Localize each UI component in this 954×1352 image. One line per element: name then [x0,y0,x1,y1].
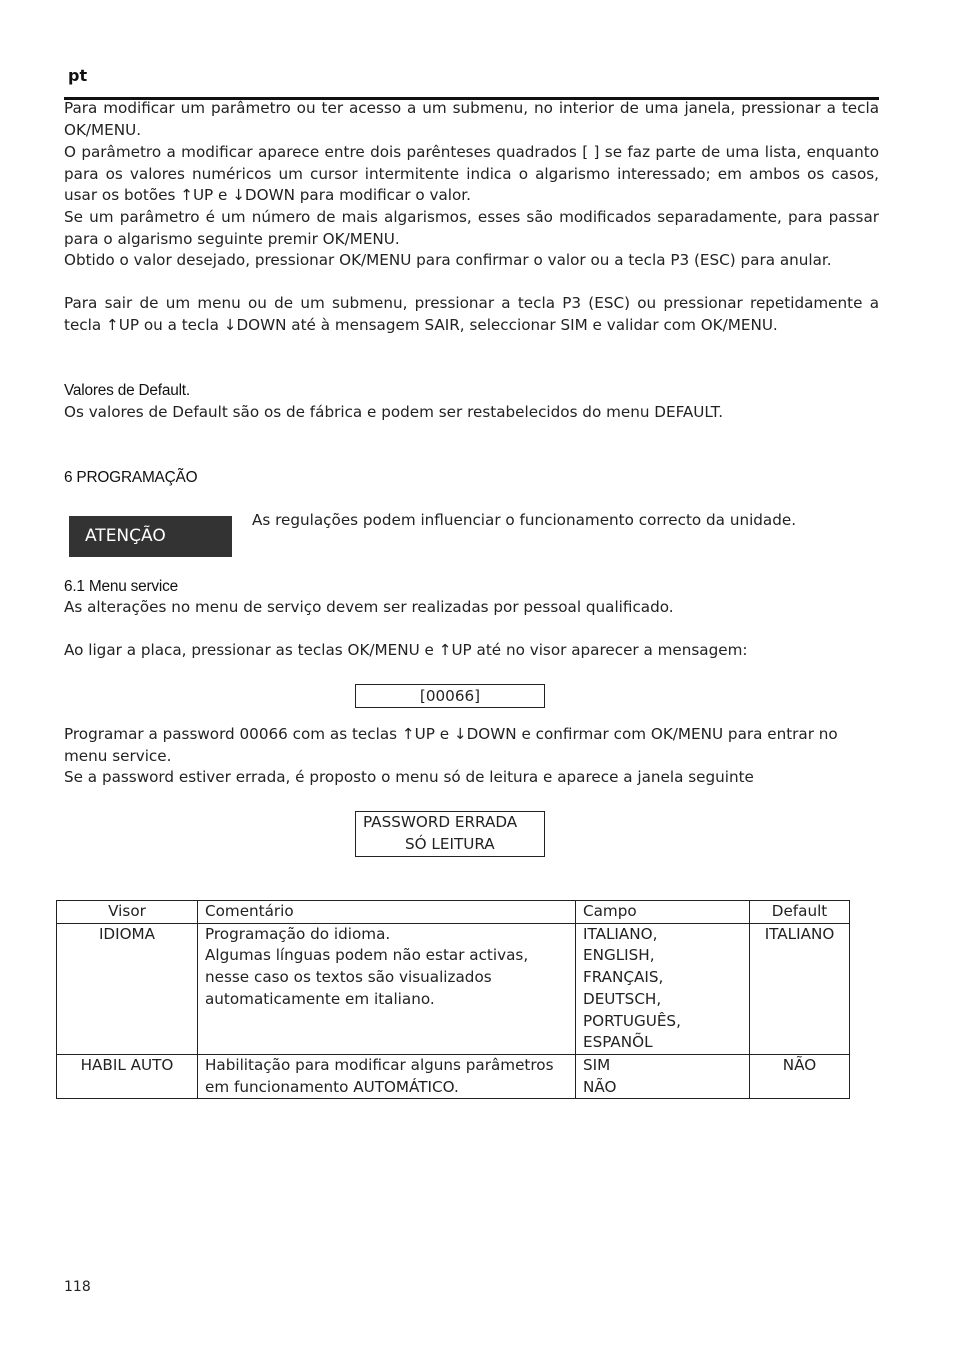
cell-comentario: Programação do idioma. Algumas línguas podem não estar activas, nesse caso os textos são visualizados automaticamente em italiano. [198,923,576,1054]
header-campo: Campo [576,901,750,924]
cell-visor: HABIL AUTO [57,1054,198,1098]
table-row [57,923,850,1054]
paragraph-access-submenu: Para modificar um parâmetro ou ter acesso a um submenu, no interior de uma janela, pressionar a tecla OK/MENU. [64,99,879,139]
display-wrong-password-line1: PASSWORD ERRADA [363,813,518,831]
cell-campo: SIM NÃO [576,1054,750,1098]
paragraph-confirm: Obtido o valor desejado, pressionar OK/MENU para confirmar o valor ou a tecla P3 (ESC) para anular. [64,251,832,269]
defaults-heading: Valores de Default. [64,382,190,399]
program-password-text: Programar a password 00066 com as teclas ↑UP e ↓DOWN e confirmar com OK/MENU para entrar no menu service. [64,725,838,765]
table-header-row [57,901,850,924]
warning-label: ATENÇÃO [69,516,232,557]
cell-campo: ITALIANO, ENGLISH, FRANÇAIS, DEUTSCH, PORTUGUÊS, ESPANÕL [576,923,750,1054]
header-default: Default [750,901,850,924]
display-password-prompt: [00066] [355,684,545,708]
paragraph-multi-digit: Se um parâmetro é um número de mais algarismos, esses são modificados separadamente, para passar para o algarismo seguinte premir OK/MENU. [64,208,879,248]
paragraph-parameter-edit: O parâmetro a modificar aparece entre dois parênteses quadrados [ ] se faz parte de uma lista, enquanto para os valores numéricos um cursor intermitente indica o algarismo interessado; em ambos os casos, usar os botões ↑UP e ↓DOWN para modificar o valor. [64,143,879,205]
display-wrong-password-line2: SÓ LEITURA [405,834,495,853]
warning-text: As regulações podem influenciar o funcionamento correcto da unidade. [252,511,797,529]
language-tag: pt [68,66,88,85]
section-6-heading: 6 PROGRAMAÇÃO [64,469,198,486]
cell-comentario: Habilitação para modificar alguns parâmetros em funcionamento AUTOMÁTICO. [198,1054,576,1098]
header-comentario: Comentário [198,901,576,924]
paragraph-exit-menu: Para sair de um menu ou de um submenu, pressionar a tecla P3 (ESC) ou pressionar repetidamente a tecla ↑UP ou a tecla ↓DOWN até à mensagem SAIR, seleccionar SIM e validar com OK/MENU. [64,294,879,334]
defaults-text: Os valores de Default são os de fábrica e podem ser restabelecidos do menu DEFAULT. [64,403,724,421]
section-6-1-heading: 6.1 Menu service [64,578,178,595]
header-visor: Visor [57,901,198,924]
display-wrong-password [355,811,545,857]
wrong-password-text: Se a password estiver errada, é proposto o menu só de leitura e aparece a janela seguinte [64,768,754,786]
cell-visor: IDIOMA [57,923,198,1054]
table-row [57,1054,850,1098]
service-menu-table [56,900,850,1099]
page-number: 118 [64,1279,91,1295]
service-intro: As alterações no menu de serviço devem ser realizadas por pessoal qualificado. [64,598,674,616]
power-on-instruction: Ao ligar a placa, pressionar as teclas OK/MENU e ↑UP até no visor aparecer a mensagem: [64,641,748,659]
cell-default: ITALIANO [750,923,850,1054]
cell-default: NÃO [750,1054,850,1098]
